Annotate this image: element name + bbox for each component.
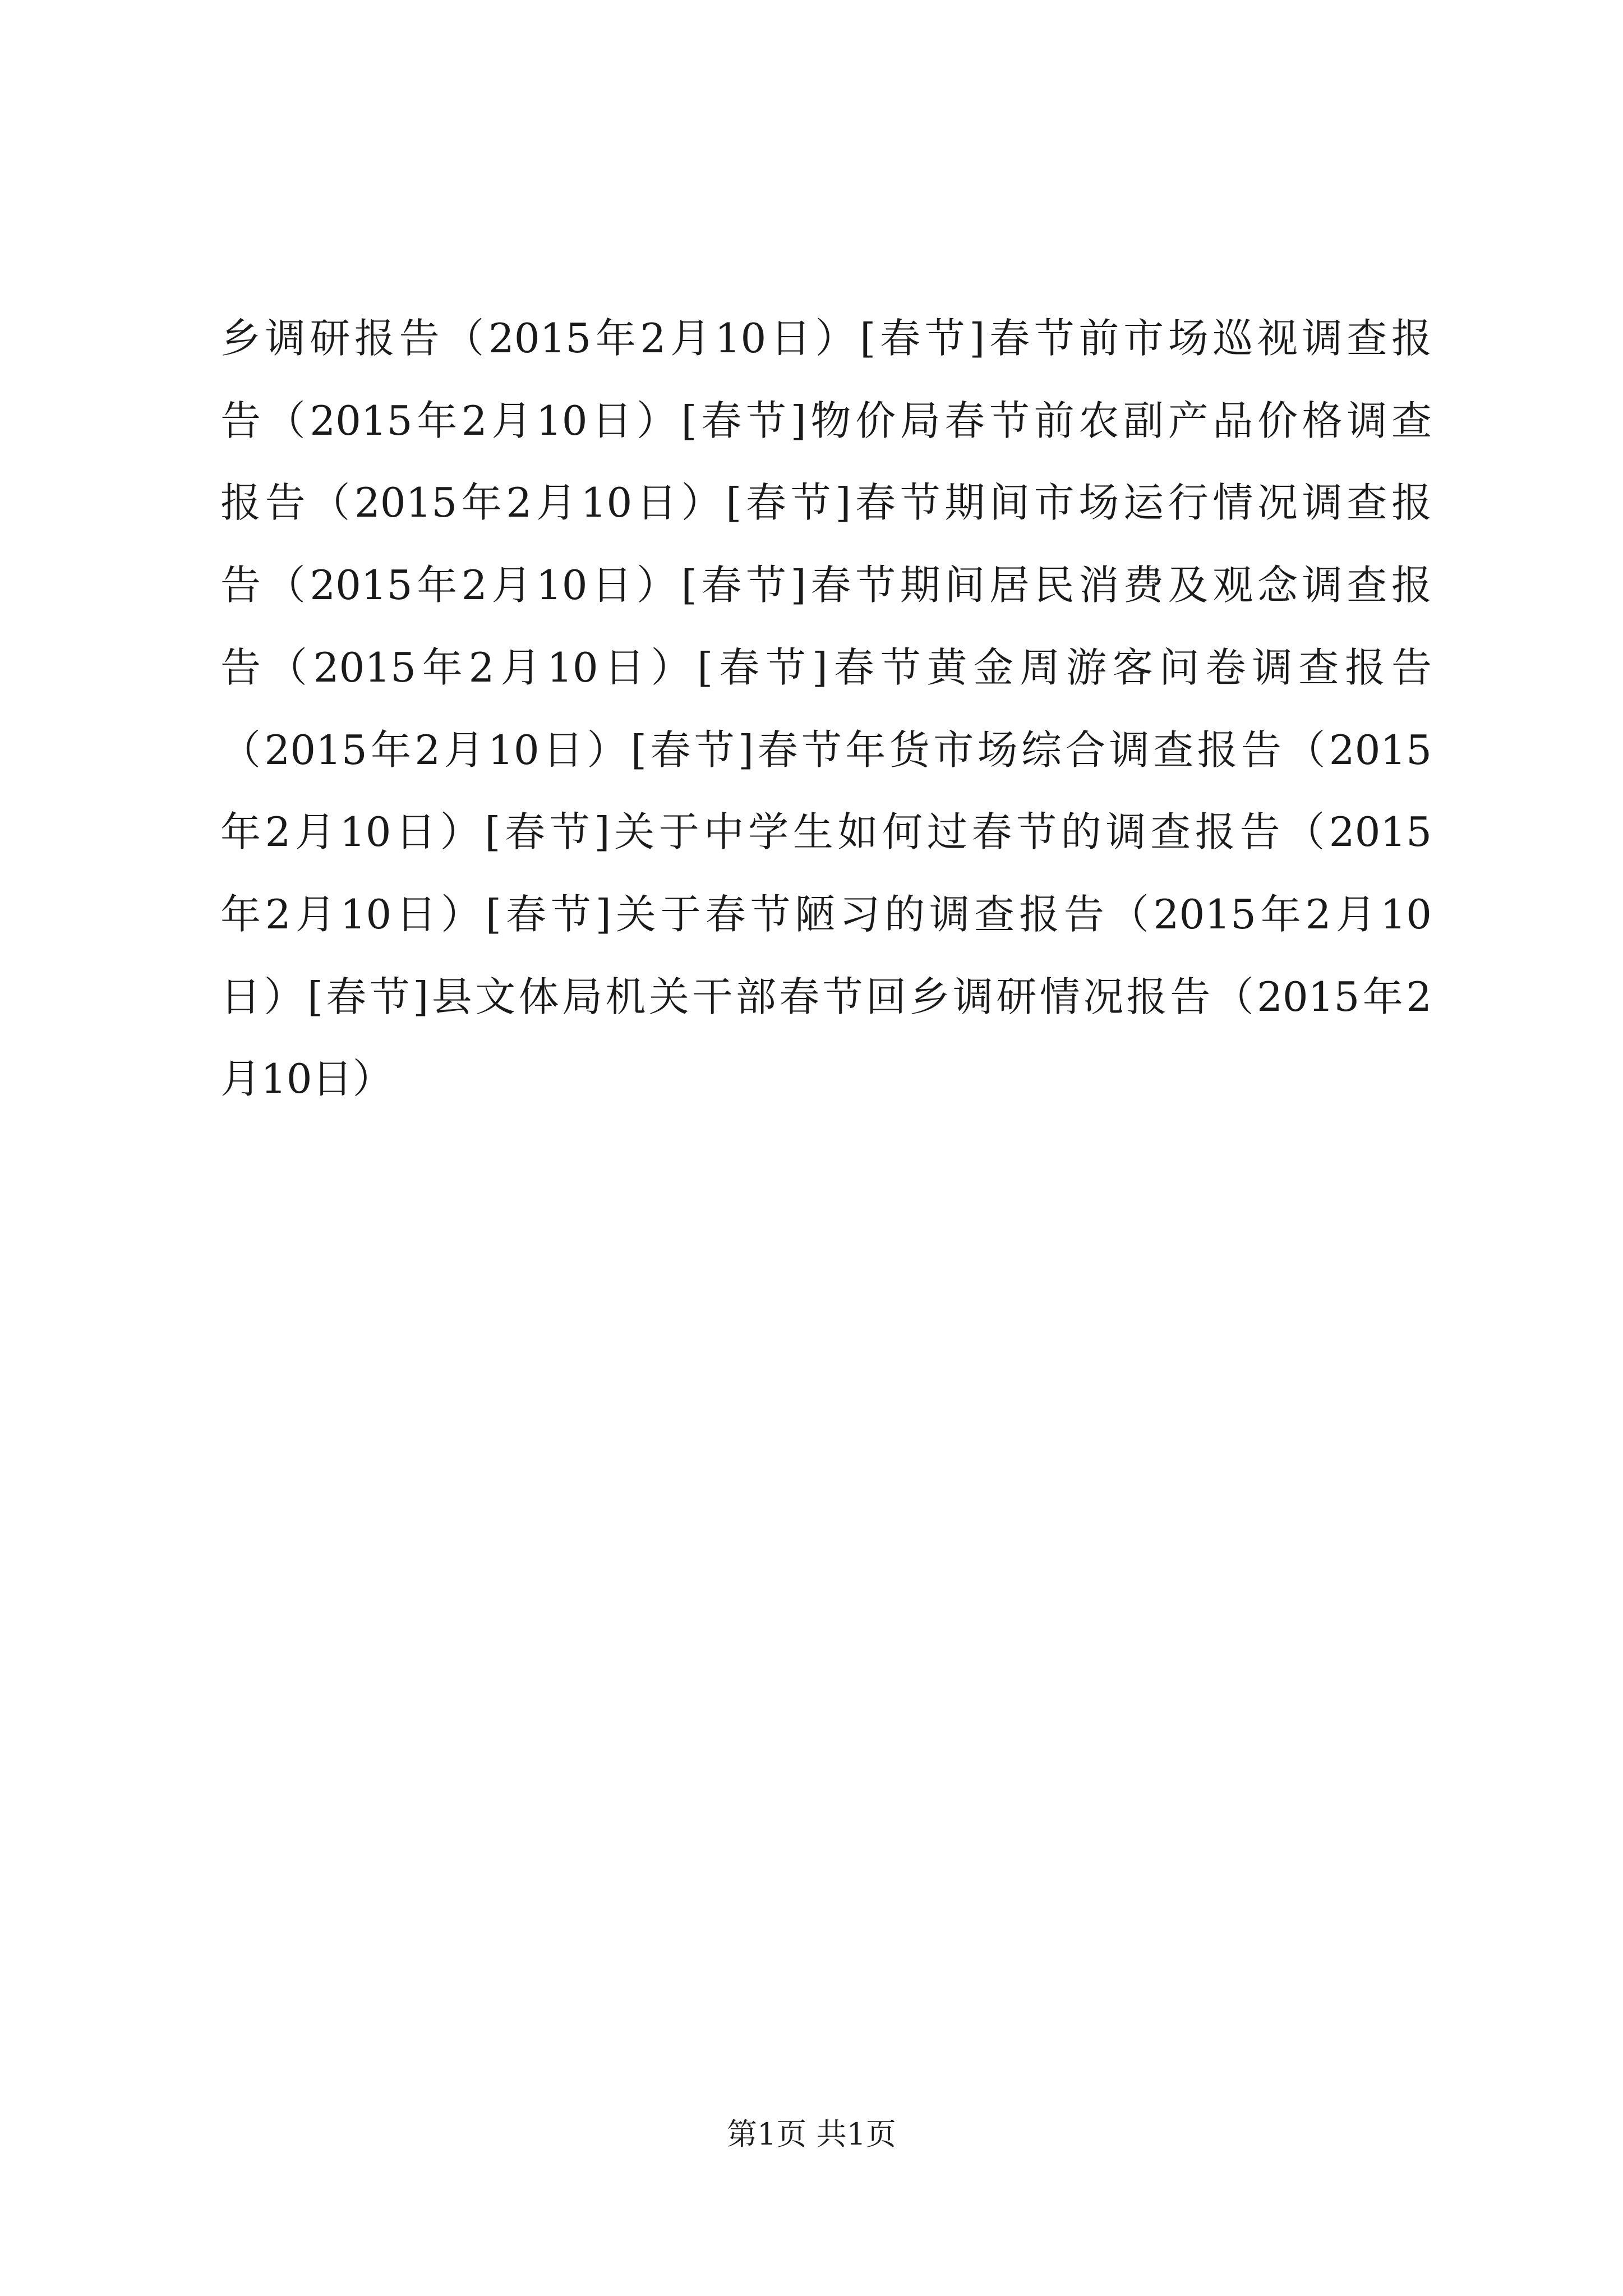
body-line-9: 日）[春节]县文体局机关干部春节回乡调研情况报告（2015年2	[220, 973, 1432, 1020]
body-line-6: （2015年2月10日）[春节]春节年货市场综合调查报告（2015	[220, 726, 1432, 774]
page-number-footer: 第1页 共1页	[727, 2116, 896, 2152]
body-line-1: 乡调研报告（2015年2月10日）[春节]春节前市场巡视调查报	[220, 315, 1432, 362]
body-line-8: 年2月10日）[春节]关于春节陋习的调查报告（2015年2月10	[220, 890, 1432, 938]
body-line-5: 告（2015年2月10日）[春节]春节黄金周游客问卷调查报告	[220, 643, 1432, 691]
body-line-7: 年2月10日）[春节]关于中学生如何过春节的调查报告（2015	[220, 808, 1432, 856]
body-line-4: 告（2015年2月10日）[春节]春节期间居民消费及观念调查报	[220, 562, 1432, 609]
body-line-10: 月10日）	[220, 1055, 393, 1103]
document-body	[220, 297, 1432, 1120]
body-line-2: 告（2015年2月10日）[春节]物价局春节前农副产品价格调查	[220, 397, 1432, 444]
body-line-3: 报告（2015年2月10日）[春节]春节期间市场运行情况调查报	[220, 479, 1432, 527]
